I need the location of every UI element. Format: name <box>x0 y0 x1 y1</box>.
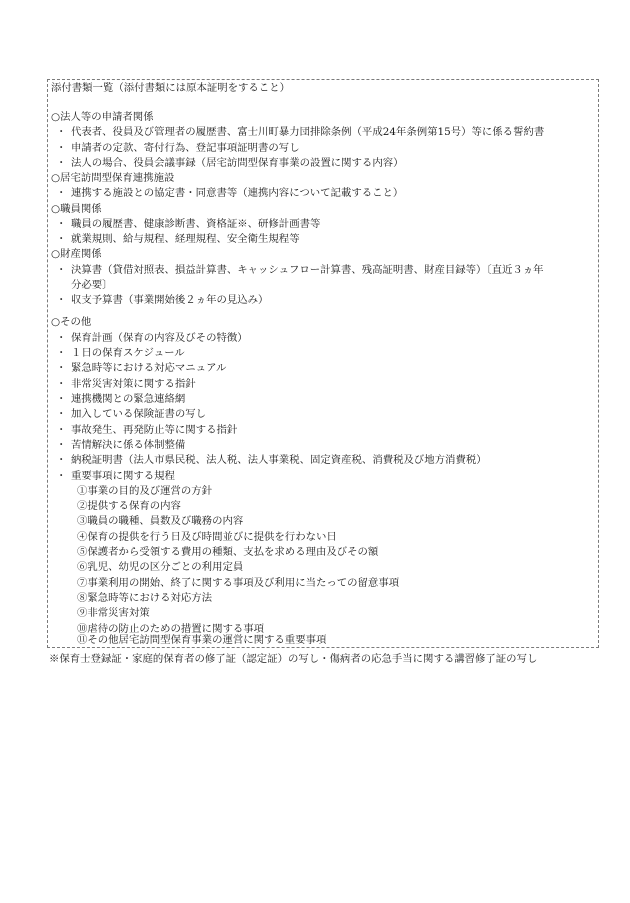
sub-item: ④保育の提供を行う日及び時間並びに提供を行わない日 <box>77 531 337 543</box>
bullet-mark: ・ <box>56 378 67 390</box>
bullet-mark: ・ <box>56 332 67 344</box>
bullet-mark: ・ <box>56 264 67 276</box>
sub-item: ⑥乳児、幼児の区分ごとの利用定員 <box>77 561 244 573</box>
sub-item: ⑩虐待の防止のための措置に関する事項 <box>77 623 265 635</box>
list-item: 非常災害対策に関する指針 <box>71 378 196 390</box>
section-heading-finance: ○財産関係 <box>51 248 102 260</box>
section-heading-applicant: ○法人等の申請者関係 <box>51 111 154 123</box>
bullet-mark: ・ <box>56 157 67 169</box>
bullet-mark: ・ <box>56 362 67 374</box>
list-item: 保育計画（保育の内容及びその特徴） <box>71 332 248 344</box>
list-title: 添付書類一覧（添付書類には原本証明をすること） <box>51 82 290 94</box>
bullet-mark: ・ <box>56 424 67 436</box>
section-heading-partner-facility: ○居宅訪問型保育連携施設 <box>51 172 175 184</box>
sub-item: ⑤保護者から受領する費用の種類、支払を求める理由及びその額 <box>77 546 379 558</box>
list-item: 重要事項に関する規程 <box>71 470 175 482</box>
bullet-mark: ・ <box>56 294 67 306</box>
sub-item: ①事業の目的及び運営の方針 <box>77 485 213 497</box>
list-item: 連携機関との緊急連絡網 <box>71 393 186 405</box>
list-item: 収支予算書（事業開始後２ヵ年の見込み） <box>71 294 269 306</box>
list-item: 加入している保険証書の写し <box>71 408 207 420</box>
list-item: 申請者の定款、寄付行為、登記事項証明書の写し <box>71 142 300 154</box>
bullet-mark: ・ <box>56 233 67 245</box>
list-item: 緊急時等における対応マニュアル <box>71 362 227 374</box>
sub-item: ⑦事業利用の開始、終了に関する事項及び利用に当たっての留意事項 <box>77 577 400 589</box>
bullet-mark: ・ <box>56 439 67 451</box>
list-item: 事故発生、再発防止等に関する指針 <box>71 424 238 436</box>
list-item: １日の保育スケジュール <box>71 347 185 359</box>
sub-item: ⑧緊急時等における対応方法 <box>77 592 213 604</box>
list-item: 決算書（貸借対照表、損益計算書、キャッシュフロー計算書、残高証明書、財産目録等）〔直近３ヵ年 <box>71 264 544 276</box>
bullet-mark: ・ <box>56 408 67 420</box>
bullet-mark: ・ <box>56 393 67 405</box>
sub-item: ⑪その他居宅訪問型保育事業の運営に関する重要事項 <box>77 634 327 646</box>
bullet-mark: ・ <box>56 218 67 230</box>
bullet-mark: ・ <box>56 187 67 199</box>
bullet-mark: ・ <box>56 142 67 154</box>
list-item: 連携する施設との協定書・同意書等（連携内容について記載すること） <box>71 187 404 199</box>
footnote: ※保育士登録証・家庭的保育者の修了証（認定証）の写し・傷病者の応急手当に関する講習修了証の写し <box>49 653 538 665</box>
bullet-mark: ・ <box>56 454 67 466</box>
bullet-mark: ・ <box>56 126 67 138</box>
section-heading-other: ○その他 <box>51 316 92 328</box>
list-item: 苦情解決に係る体制整備 <box>71 439 186 451</box>
list-item: 就業規則、給与規程、経理規程、安全衛生規程等 <box>71 233 300 245</box>
list-item-continuation: 分必要〕 <box>71 279 113 291</box>
sub-item: ②提供する保育の内容 <box>77 500 181 512</box>
bullet-mark: ・ <box>56 347 67 359</box>
list-item: 職員の履歴書、健康診断書、資格証※、研修計画書等 <box>71 218 321 230</box>
list-item: 代表者、役員及び管理者の履歴書、富士川町暴力団排除条例（平成24年条例第15号）等に係る誓約書 <box>71 126 545 138</box>
sub-item: ③職員の職種、員数及び職務の内容 <box>77 515 244 527</box>
list-item: 法人の場合、役員会議事録（居宅訪問型保育事業の設置に関する内容） <box>71 157 404 169</box>
section-heading-staff: ○職員関係 <box>51 203 102 215</box>
sub-item: ⑨非常災害対策 <box>77 607 150 619</box>
list-item: 納税証明書（法人市県民税、法人税、法人事業税、固定資産税、消費税及び地方消費税） <box>71 454 487 466</box>
bullet-mark: ・ <box>56 470 67 482</box>
